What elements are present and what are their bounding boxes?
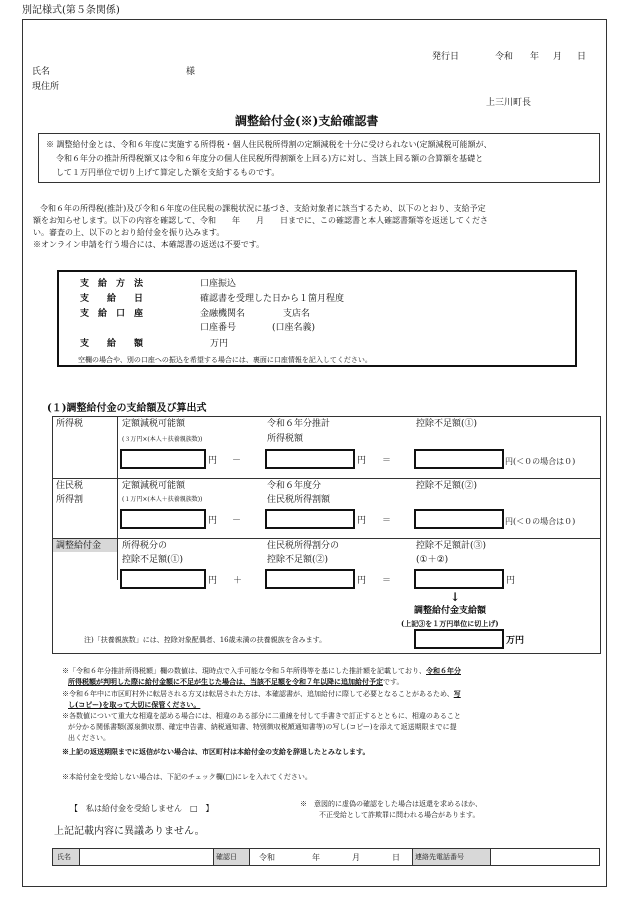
row3-yen-1: 円 <box>208 576 218 586</box>
result-title: 調整給付金支給額 <box>414 606 487 616</box>
sig-divider-1 <box>79 848 80 866</box>
row3-income-shortfall-input[interactable] <box>120 569 206 589</box>
row3-c1a: 所得税分の <box>122 541 168 551</box>
row2-zero-note: 円(＜０の場合は０) <box>505 517 576 526</box>
row1-c2a: 令和６年分推計 <box>267 419 331 429</box>
dependents-note: 注)「扶養親族数」には、控除対象配偶者、16歳未満の扶養親族を含みます。 <box>84 636 327 644</box>
payment-date-label: 支 給 日 <box>80 294 144 304</box>
row2-yen-2: 円 <box>357 516 367 526</box>
payment-footnote: 空欄の場合や、別の口座への振込を希望する場合には、裏面に口座情報を記入してください。 <box>78 356 372 364</box>
note-1a: ※「令和６年分推計所得税額」欄の数値は、現時点で入手可能な令和５年所得等を基にした推計額を記載しており、令和６年分 <box>62 666 461 675</box>
definition-line-2: 令和６年分の推計所得税額又は令和６年度分の個人住民税所得割額を上回る)方に対し、当該上回る額の合算額を基礎と <box>56 154 484 163</box>
issue-era: 令和 <box>495 52 514 62</box>
row1-yen-2: 円 <box>357 456 367 466</box>
row1-equals: ＝ <box>382 456 392 466</box>
row2-yen-1: 円 <box>208 516 218 526</box>
result-subtitle: (上記③を１万円単位に切上げ) <box>401 619 499 628</box>
result-unit: 万円 <box>506 636 525 646</box>
calc-label-divider <box>117 416 118 580</box>
form-label: 別記様式(第５条関係) <box>22 5 120 16</box>
row3-c3a: 控除不足額計(③) <box>416 541 487 551</box>
note-3b: が分かる関係書類(源泉徴収票、確定申告書、納税通知書、特別徴収税額通知書等)の写し(コピー)を添えて返送期限までに提 <box>68 723 457 731</box>
row3-equals: ＝ <box>382 576 392 586</box>
row2-c2b: 住民税所得割額 <box>267 495 331 505</box>
sig-phone-label: 連絡先電話番号 <box>415 853 464 861</box>
payment-date-value: 確認書を受理した日から１箇月程度 <box>200 294 345 304</box>
down-arrow-icon: ↓ <box>450 590 461 604</box>
payment-method-value: 口座振込 <box>200 279 237 289</box>
row2-c1-sub: (１万円×(本人＋扶養親族数)) <box>122 496 203 503</box>
payment-amount-label: 支 給 額 <box>80 339 144 349</box>
sig-divider-3 <box>249 848 250 866</box>
row2-c2a: 令和６年度分 <box>267 481 322 491</box>
account-holder-label: (口座名義) <box>272 323 316 333</box>
payment-method-label: 支 給 方 法 <box>80 279 144 289</box>
intro-line-2: 額をお知らせします。以下の内容を確認して、令和 年 月 日までに、この確認書と本人確認書類等を返送してくださ <box>33 216 488 225</box>
row1-c2b: 所得税額 <box>267 434 304 444</box>
sig-confirm-label: 確認日 <box>216 853 237 861</box>
intro-line-3: い。審査の上、以下のとおり給付金を振り込みます。 <box>33 228 225 237</box>
intro-line-4: ※オンライン申請を行う場合には、本確認書の返送は不要です。 <box>33 240 265 249</box>
row1-c1: 定額減税可能額 <box>122 419 186 429</box>
issue-year: 年 <box>530 52 540 62</box>
intro-line-1: 令和６年の所得税(推計)及び令和６年度の住民税の課税状況に基づき、支給対象者に該当するため、以下のとおり、支給予定 <box>40 204 486 213</box>
row2-deduction-input[interactable] <box>120 509 206 529</box>
sig-name-input[interactable] <box>81 850 211 864</box>
row3-total-input[interactable] <box>414 569 504 589</box>
issue-label: 発行日 <box>432 52 460 62</box>
note-3a: ※各数値について重大な相違を認める場合には、相違のある部分に二重線を付して手書きで訂正するとともに、相違のあること <box>62 712 461 720</box>
row1-c3: 控除不足額(①) <box>416 419 478 429</box>
issuer: 上三川町長 <box>486 98 532 108</box>
row3-c2b: 控除不足額(②) <box>267 555 329 565</box>
row2-tax-input[interactable] <box>265 509 355 529</box>
row1-c1-sub: (３万円×(本人＋扶養親族数)) <box>122 436 203 443</box>
honorific: 様 <box>186 67 196 77</box>
row3-label: 調整給付金 <box>56 541 102 551</box>
decline-checkbox[interactable]: 【 私は給付金を受給しません □ 】 <box>70 804 214 813</box>
adjustment-amount-input[interactable] <box>414 629 504 649</box>
warning-line-2: 不正受給として詐欺罪に問われる場合があります。 <box>319 811 480 819</box>
sig-name-label: 氏名 <box>57 853 71 861</box>
note-4: ※上記の返送期限までに返信がない場合は、市区町村は本給付金の支給を辞退したとみなします。 <box>62 747 370 756</box>
row3-plus: ＋ <box>233 576 243 586</box>
row2-label-b: 所得割 <box>56 495 84 505</box>
page-title: 調整給付金(※)支給確認書 <box>235 114 379 128</box>
row1-yen-1: 円 <box>208 456 218 466</box>
sig-day: 日 <box>392 853 400 862</box>
calc-row-divider-2 <box>52 538 601 539</box>
note-2b: し(コピー)を取って大切に保管ください。 <box>68 700 201 709</box>
account-number-label: 口座番号 <box>200 323 237 333</box>
sig-divider-2 <box>213 848 214 866</box>
issue-month: 月 <box>553 52 563 62</box>
row2-shortfall-input[interactable] <box>414 509 504 529</box>
note-2a: ※令和６年中に市区町村外に転居される方又は転居された方は、本確認書が、追加給付に際して必要となることがあるため、写 <box>62 689 461 698</box>
note-3c: 出ください。 <box>68 734 110 742</box>
row2-c3: 控除不足額(②) <box>416 481 478 491</box>
calc-row-divider-1 <box>52 478 601 479</box>
payment-account-label: 支 給 口 座 <box>80 309 144 319</box>
definition-line-3: して１万円単位で切り上げて算定した額を支給するものです。 <box>56 168 280 177</box>
row2-equals: ＝ <box>382 516 392 526</box>
sig-year: 年 <box>312 853 320 862</box>
calc-section-title: (１)調整給付金の支給額及び算出式 <box>47 403 207 414</box>
row1-minus: － <box>232 456 242 466</box>
warning-line-1: ※ 意図的に虚偽の確認をした場合は返還を求めるほか、 <box>300 800 482 808</box>
sig-era: 令和 <box>259 853 275 862</box>
row3-resident-shortfall-input[interactable] <box>265 569 355 589</box>
address-label: 現住所 <box>32 82 60 92</box>
sig-month: 月 <box>352 853 360 862</box>
sig-divider-4 <box>412 848 413 866</box>
row3-yen-3: 円 <box>506 576 516 586</box>
row1-label: 所得税 <box>56 419 84 429</box>
note-1b: 所得税額が判明した際に給付金額に不足が生じた場合は、当該不足額を令和７年以降に追加給付予定です。 <box>68 677 404 686</box>
agreement-text: 上記記載内容に異議ありません。 <box>54 826 205 837</box>
row1-tax-input[interactable] <box>265 449 355 469</box>
definition-line-1: ※ 調整給付金とは、令和６年度に実施する所得税・個人住民税所得割の定額減税を十分に受けられない(定額減税可能額が、 <box>46 140 492 149</box>
bank-name-label: 金融機関名 <box>200 309 246 319</box>
row1-shortfall-input[interactable] <box>414 449 504 469</box>
note-5: ※本給付金を受給しない場合は、下記のチェック欄(□)にレを入れてください。 <box>62 773 312 781</box>
row3-yen-2: 円 <box>357 576 367 586</box>
name-label: 氏名 <box>32 67 51 77</box>
row1-deduction-input[interactable] <box>120 449 206 469</box>
row2-c1: 定額減税可能額 <box>122 481 186 491</box>
branch-name-label: 支店名 <box>283 309 311 319</box>
row3-c3b: (①＋②) <box>416 555 449 565</box>
payment-amount-unit: 万円 <box>210 339 229 349</box>
sig-divider-5 <box>490 848 491 866</box>
row3-c2a: 住民税所得割分の <box>267 541 340 551</box>
issue-day: 日 <box>577 52 587 62</box>
row2-label-a: 住民税 <box>56 481 84 491</box>
row3-c1b: 控除不足額(①) <box>122 555 184 565</box>
row1-zero-note: 円(＜０の場合は０) <box>505 457 576 466</box>
row2-minus: － <box>232 516 242 526</box>
sig-phone-input[interactable] <box>492 850 598 864</box>
